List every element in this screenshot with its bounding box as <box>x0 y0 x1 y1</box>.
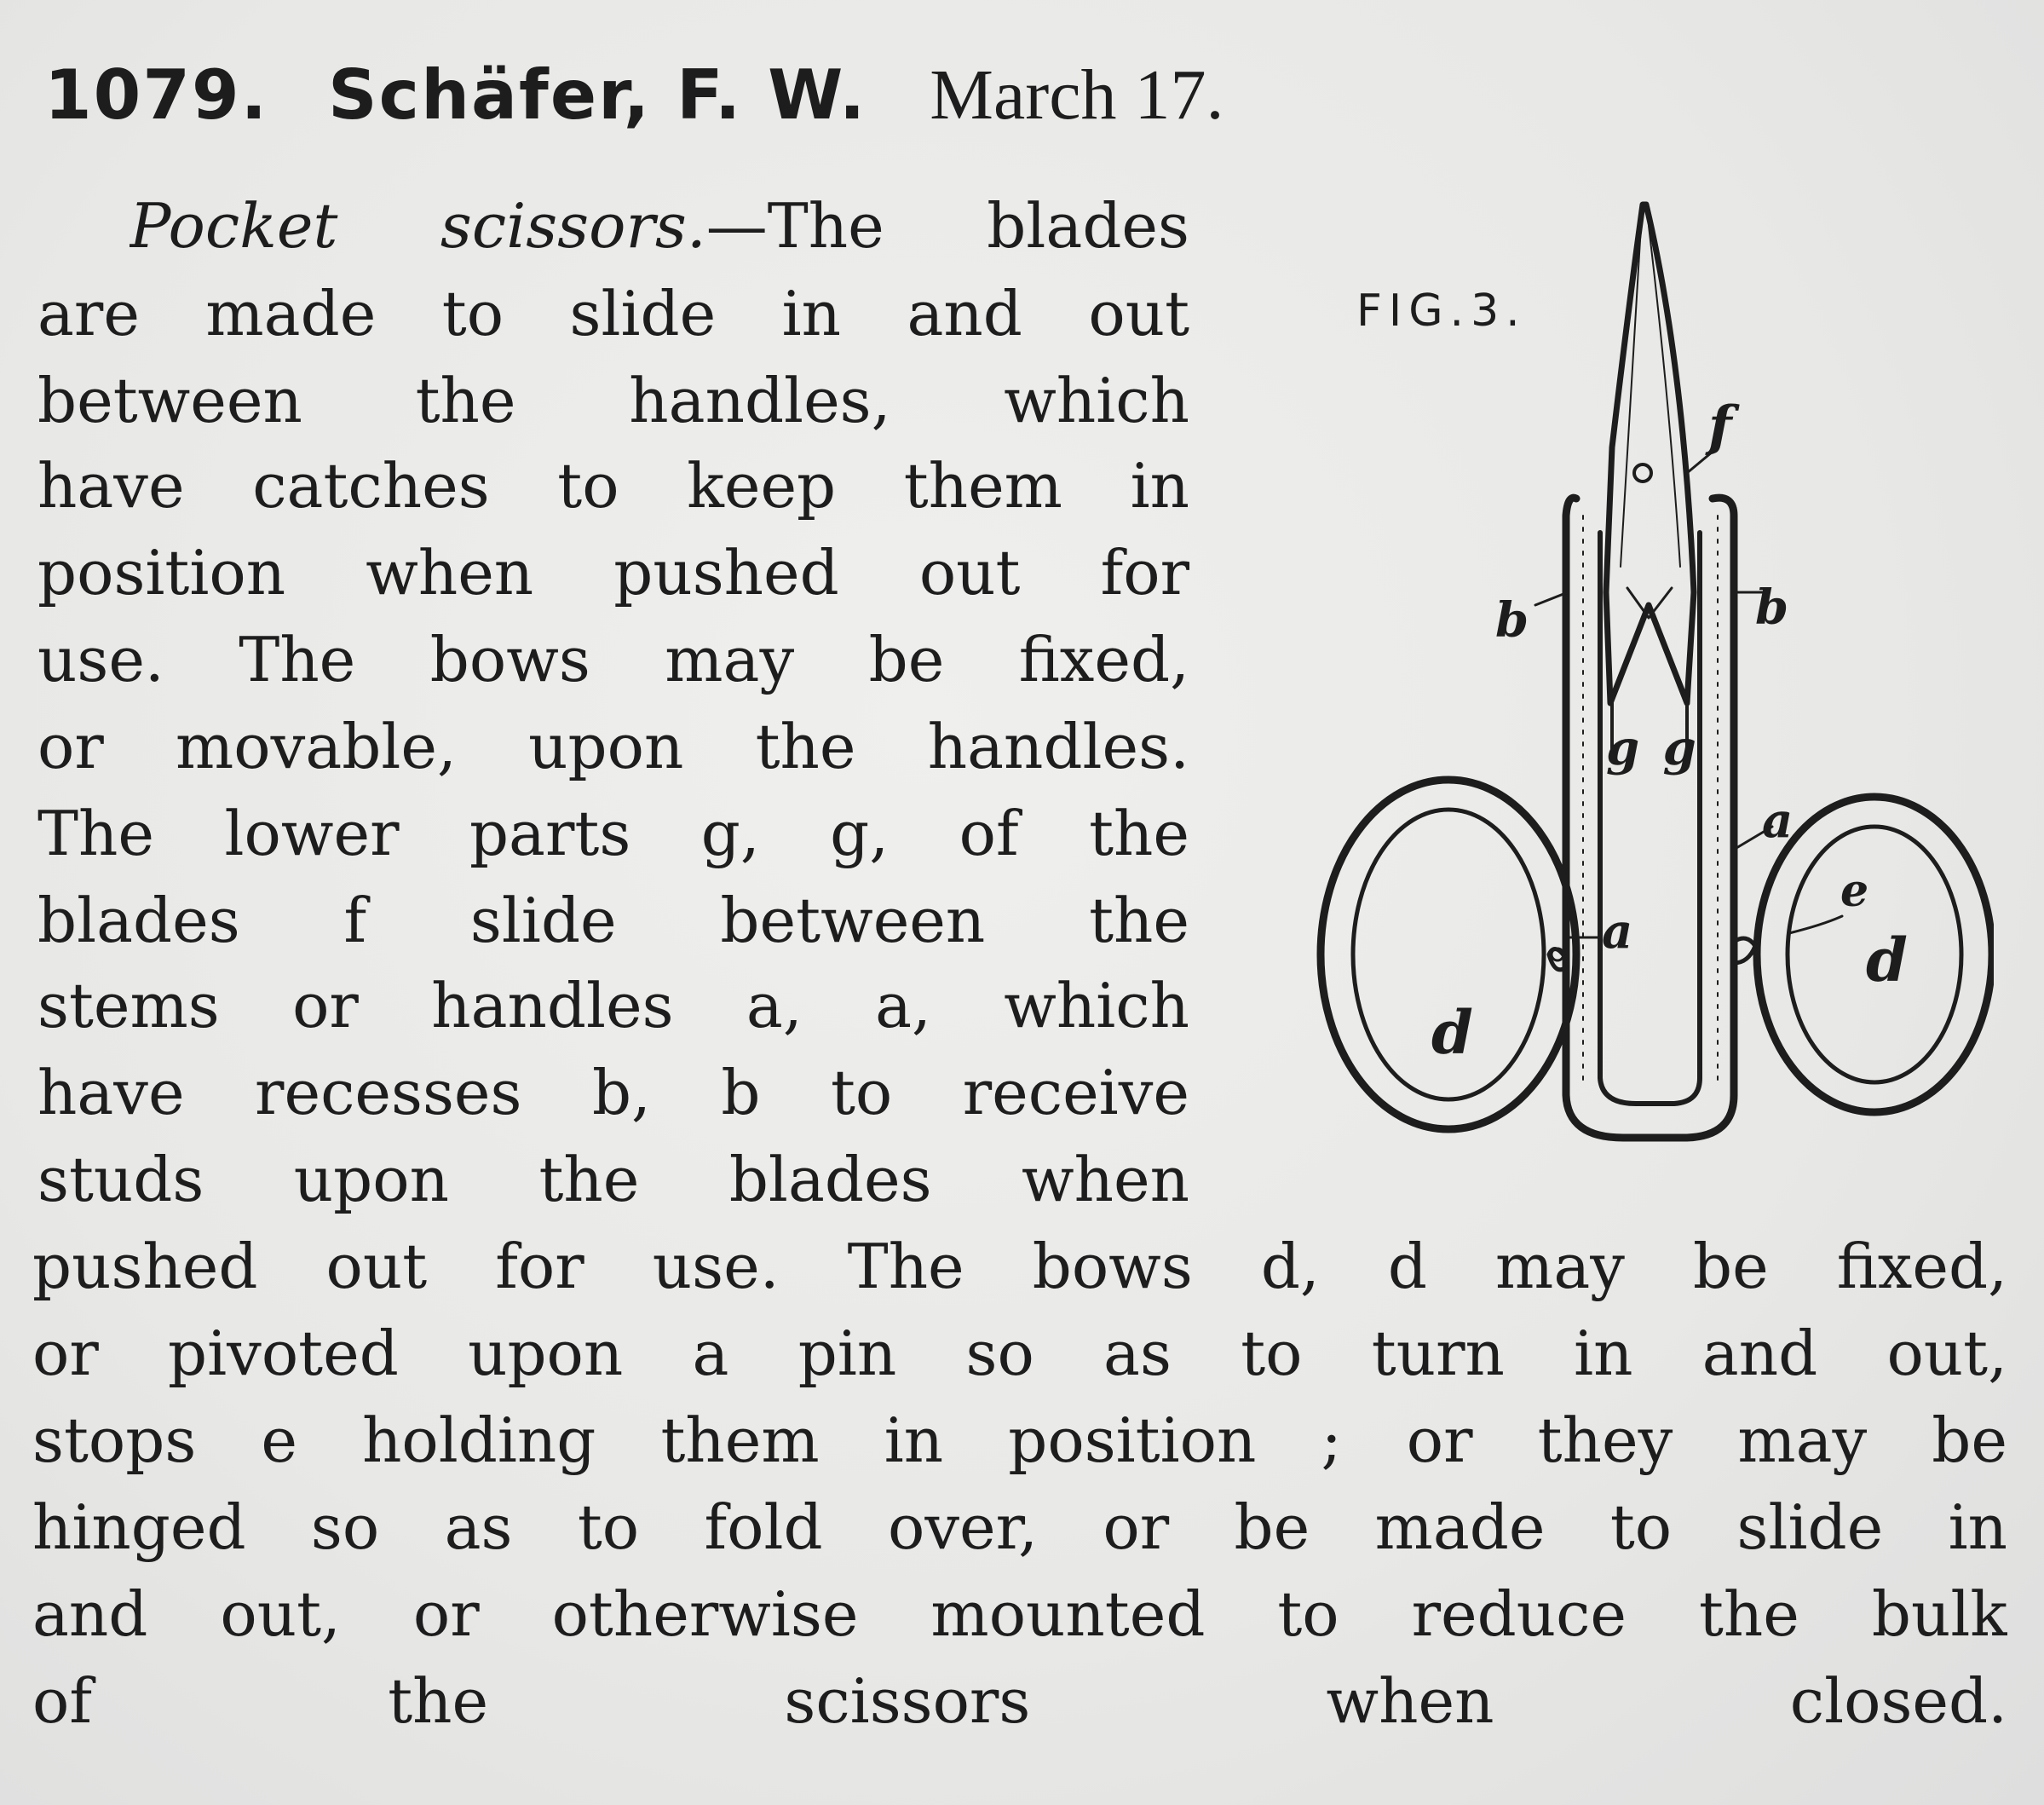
topic-title: Pocket scissors. <box>130 190 706 262</box>
text-line-15: stops e holding them in position ; or they may be <box>32 1404 2007 1476</box>
label-b-left: b <box>1495 592 1529 649</box>
text-line-10: stems or handles a, a, which <box>37 970 1189 1041</box>
text-line-11: have recesses b, b to receive <box>37 1057 1189 1128</box>
text-line-17: and out, or otherwise mounted to reduce the bulk <box>32 1578 2007 1650</box>
text-line-8: The lower parts g, g, of the <box>37 798 1189 869</box>
label-a-mid: a <box>1602 903 1633 960</box>
text-line-5: position when pushed out for <box>37 537 1189 608</box>
text-line-6: use. The bows may be fixed, <box>37 624 1189 695</box>
label-d-right: d <box>1866 925 1908 995</box>
text-line-4: have catches to keep them in <box>37 450 1189 522</box>
entry-name: Schäfer, F. W. <box>328 55 867 135</box>
scissors-figure <box>1312 192 1994 1150</box>
text-line-12: studs upon the blades when <box>37 1144 1189 1215</box>
text-line-14: or pivoted upon a pin so as to turn in and out, <box>32 1318 2007 1389</box>
label-g-g: g g <box>1606 720 1700 776</box>
text-line-18: of the scissors when closed. <box>32 1665 2007 1737</box>
entry-heading <box>44 44 1224 147</box>
figure-caption: FIG.3. <box>1356 285 1527 337</box>
label-e: e <box>1840 865 1869 917</box>
text-line-2: are made to slide in and out <box>37 278 1189 349</box>
label-b-right: b <box>1755 580 1789 636</box>
entry-date: March 17. <box>930 55 1224 135</box>
text-line-1: Pocket scissors.—The blades <box>130 190 1189 262</box>
text-line-3: between the handles, which <box>37 365 1189 436</box>
label-a-right: a <box>1762 793 1794 849</box>
text-line-9: blades f slide between the <box>37 885 1189 956</box>
text-line-13: pushed out for use. The bows d, d may be fixed, <box>32 1231 2007 1302</box>
text-line-16: hinged so as to fold over, or be made to slide in <box>32 1491 2007 1563</box>
label-f: f <box>1708 395 1732 458</box>
label-d-left: d <box>1431 997 1473 1068</box>
entry-number: 1079. <box>44 55 269 135</box>
text-line-7: or movable, upon the handles. <box>37 711 1189 782</box>
